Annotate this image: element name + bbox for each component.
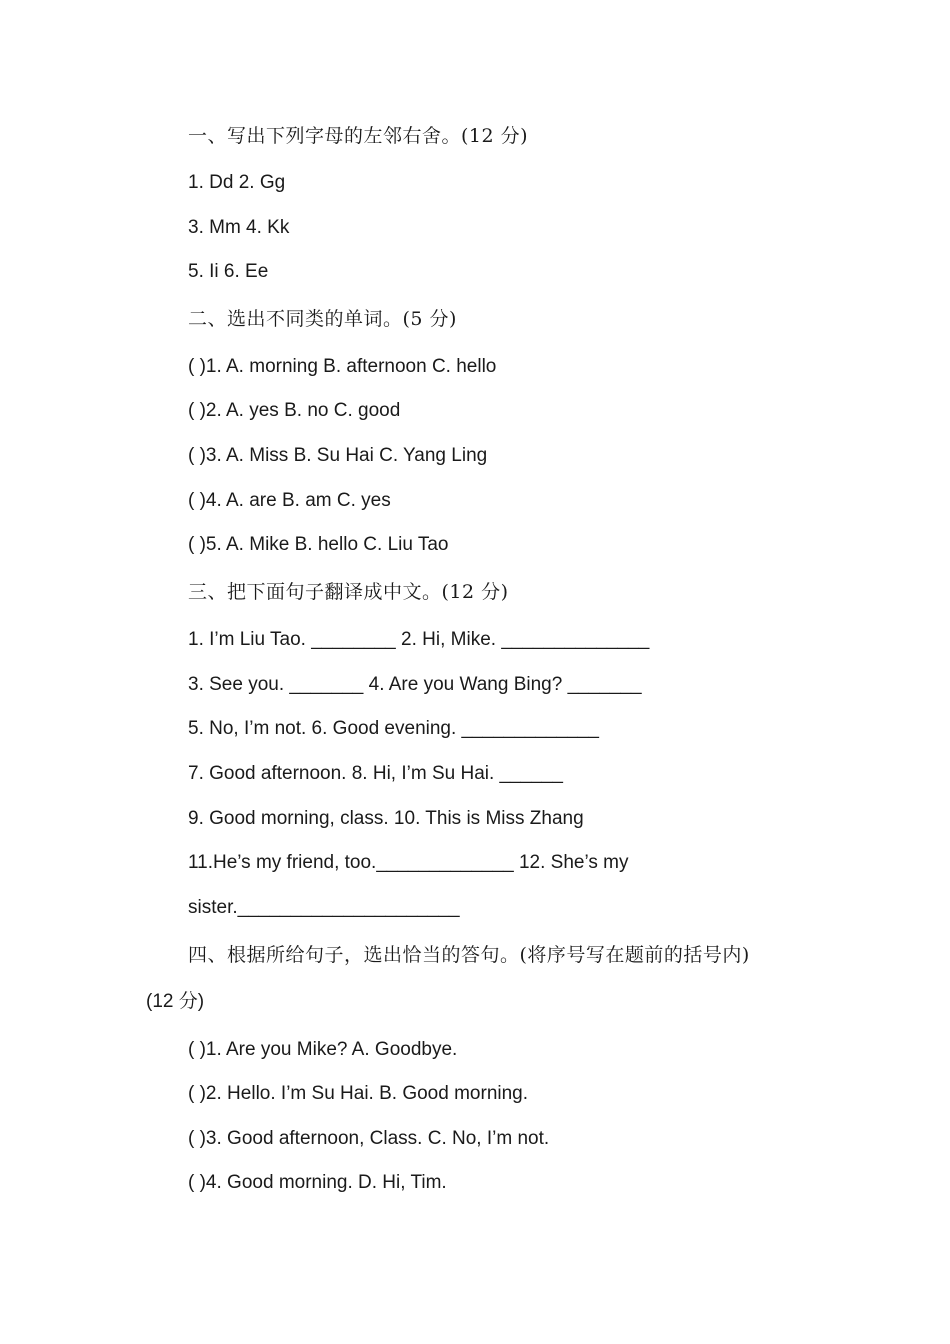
section-4-heading-cont: (12 分) xyxy=(146,991,205,1012)
section-1-line-2: 3. Mm 4. Kk xyxy=(188,217,290,238)
section-4-item-1: ( )1. Are you Mike? A. Goodbye. xyxy=(188,1039,458,1060)
section-3-heading: 三、把下面句子翻译成中文。(12 分) xyxy=(188,581,509,603)
section-3-line-5: 9. Good morning, class. 10. This is Miss Zhang xyxy=(188,808,584,829)
section-3-line-6: 11.He’s my friend, too._____________ 12. She’s my xyxy=(188,852,629,873)
section-3-line-2: 3. See you. _______ 4. Are you Wang Bing? _______ xyxy=(188,674,642,695)
section-3-line-4: 7. Good afternoon. 8. Hi, I’m Su Hai. ______ xyxy=(188,763,563,784)
section-3-line-1: 1. I’m Liu Tao. ________ 2. Hi, Mike. ______________ xyxy=(188,629,650,650)
section-2-item-5: ( )5. A. Mike B. hello C. Liu Tao xyxy=(188,534,449,555)
section-1-line-1: 1. Dd 2. Gg xyxy=(188,172,286,193)
section-4-heading: 四、根据所给句子，选出恰当的答句。(将序号写在题前的括号内) xyxy=(188,944,750,966)
section-4-item-3: ( )3. Good afternoon, Class. C. No, I’m not. xyxy=(188,1128,550,1149)
section-2-heading: 二、选出不同类的单词。(5 分) xyxy=(188,308,457,330)
section-4-item-4: ( )4. Good morning. D. Hi, Tim. xyxy=(188,1172,447,1193)
section-2-item-1: ( )1. A. morning B. afternoon C. hello xyxy=(188,356,497,377)
section-2-item-3: ( )3. A. Miss B. Su Hai C. Yang Ling xyxy=(188,445,488,466)
section-1-heading: 一、写出下列字母的左邻右舍。(12 分) xyxy=(188,125,529,147)
section-3-line-3: 5. No, I’m not. 6. Good evening. _____________ xyxy=(188,718,599,739)
section-2-item-4: ( )4. A. are B. am C. yes xyxy=(188,490,391,511)
section-1-line-3: 5. Ii 6. Ee xyxy=(188,261,269,282)
section-2-item-2: ( )2. A. yes B. no C. good xyxy=(188,400,401,421)
section-4-item-2: ( )2. Hello. I’m Su Hai. B. Good morning. xyxy=(188,1083,529,1104)
section-3-line-7: sister._____________________ xyxy=(188,897,460,918)
